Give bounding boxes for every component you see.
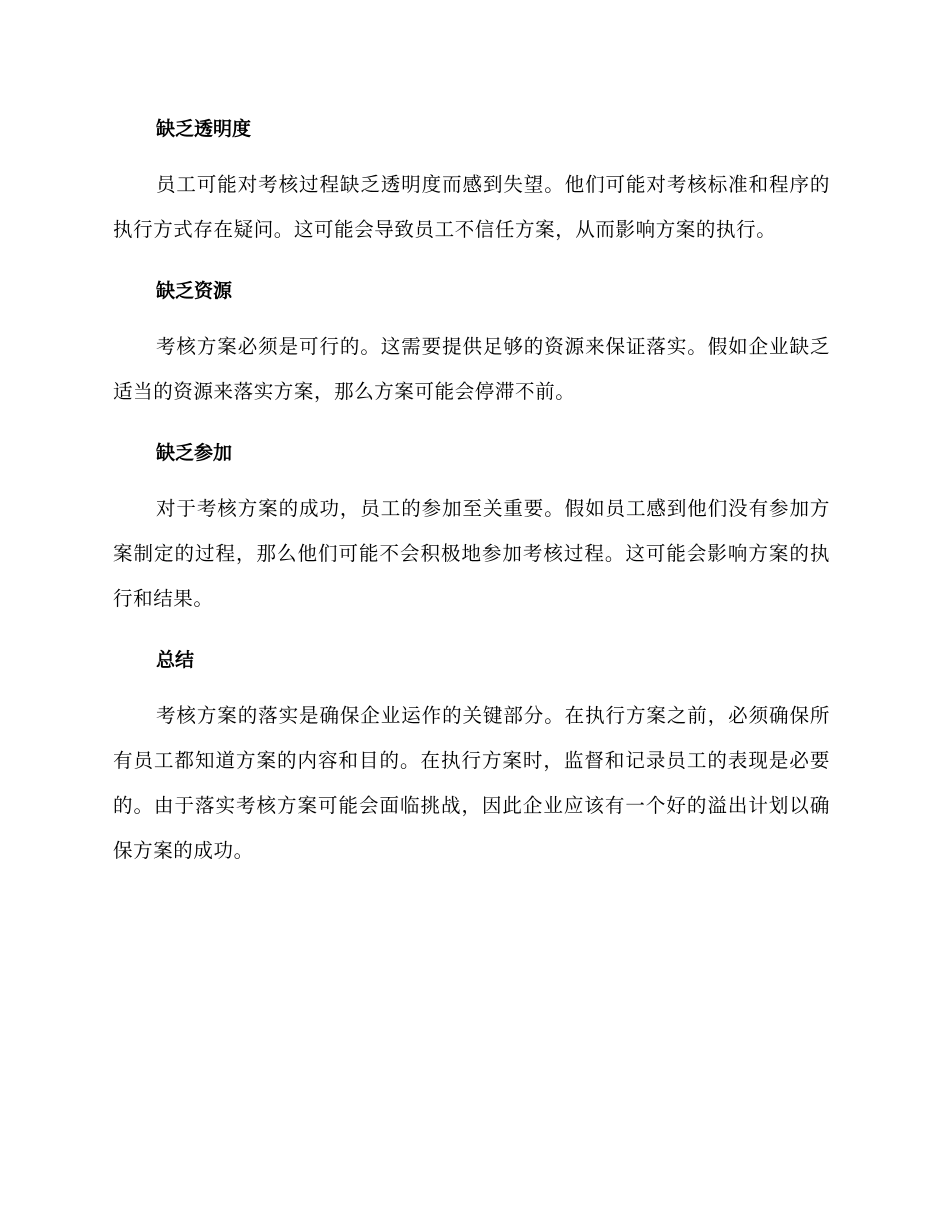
- section-paragraph: 对于考核方案的成功，员工的参加至关重要。假如员工感到他们没有参加方案制定的过程，那么他们可能不会积极地参加考核过程。这可能会影响方案的执行和结果。: [113, 497, 830, 610]
- section-paragraph: 考核方案的落实是确保企业运作的关键部分。在执行方案之前，必须确保所有员工都知道方案的内容和目的。在执行方案时，监督和记录员工的表现是必要的。由于落实考核方案可能会面临挑战，因此企业应该有一个好的溢出计划以确保方案的成功。: [113, 704, 830, 862]
- section-participation: [113, 436, 830, 621]
- section-heading: 缺乏参加: [156, 442, 233, 464]
- section-transparency: [113, 112, 830, 252]
- section-heading: 总结: [156, 649, 195, 671]
- section-paragraph: 考核方案必须是可行的。这需要提供足够的资源来保证落实。假如企业缺乏适当的资源来落实方案，那么方案可能会停滞不前。: [113, 335, 830, 403]
- document-page: [113, 112, 830, 895]
- section-summary: [113, 643, 830, 873]
- section-heading: 缺乏透明度: [156, 118, 252, 140]
- section-resources: [113, 274, 830, 414]
- section-heading: 缺乏资源: [156, 280, 233, 302]
- section-paragraph: 员工可能对考核过程缺乏透明度而感到失望。他们可能对考核标准和程序的执行方式存在疑问。这可能会导致员工不信任方案，从而影响方案的执行。: [113, 173, 830, 241]
